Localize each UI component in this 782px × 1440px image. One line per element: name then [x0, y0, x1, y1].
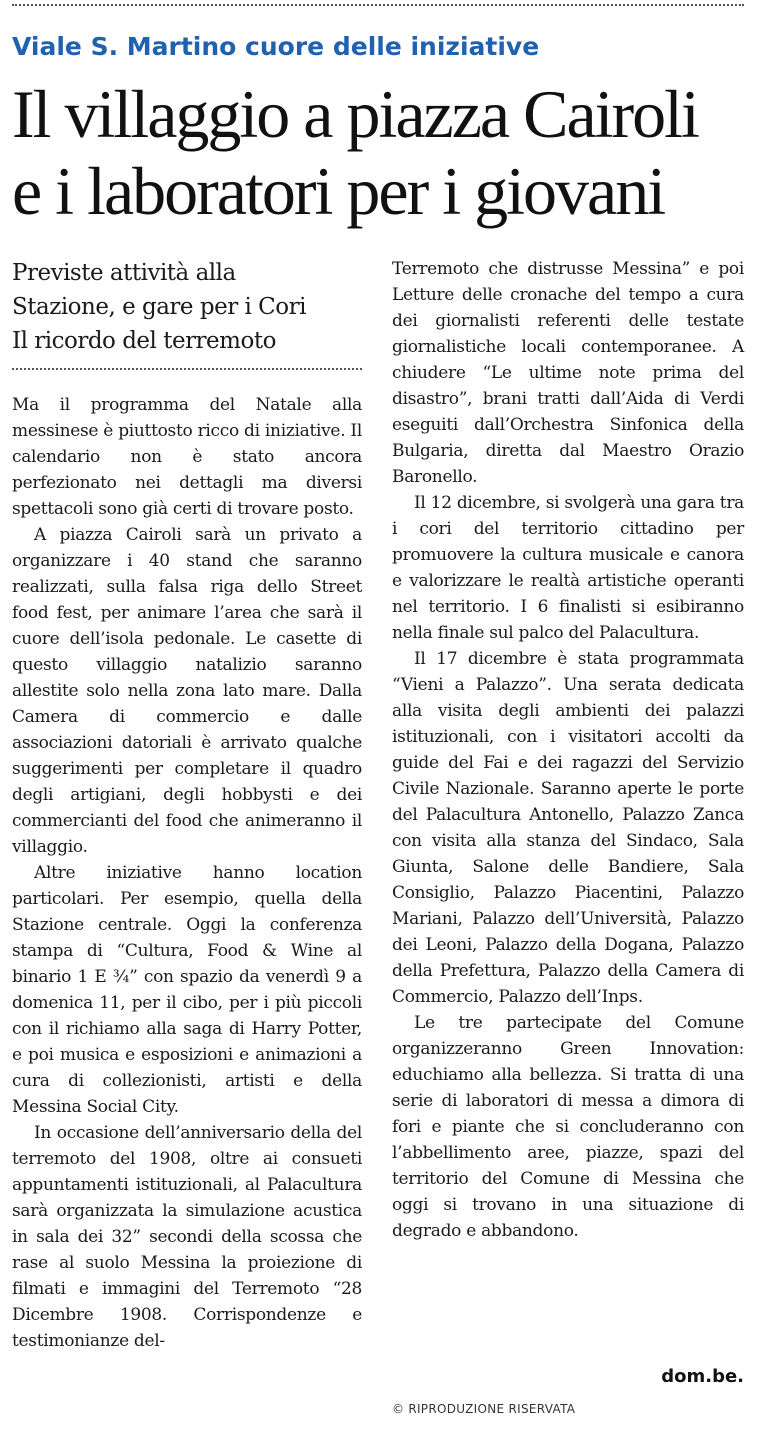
copyright-icon: ©	[392, 1402, 405, 1416]
subhead-line: Stazione, e gare per i Cori	[12, 294, 306, 320]
headline-line: e i laboratori per i giovani	[12, 153, 665, 229]
article-column-left	[12, 392, 362, 1354]
body-paragraph: Ma il programma del Natale alla messinese è piuttosto ricco di iniziative. Il calendario non è stato ancora perfezionato nei dettagli ma diversi spettacoli sono già certi di trovare posto.	[12, 395, 362, 519]
headline-line: Il villaggio a piazza Cairoli	[12, 76, 698, 152]
kicker: Viale S. Martino cuore delle iniziative	[12, 32, 540, 61]
body-paragraph: A piazza Cairoli sarà un privato a organizzare i 40 stand che saranno realizzati, sulla falsa riga dello Street food fest, per animare l’area che sarà il cuore dell’isola pedonale. Le casette di questo villaggio natalizio saranno allestite solo nella zona lato mare. Dalla Camera di commercio e dalle associazioni datoriali è arrivato qualche suggerimenti per completare il quadro degli artigiani, degli hobbysti e dei commercianti del food che animeranno il villaggio.	[12, 525, 362, 857]
body-paragraph: Le tre partecipate del Comune organizzeranno Green Innovation: educhiamo alla bellezza. Si tratta di una serie di laboratori di messa a dimora di fori e piante che si concluderanno con l’abbellimento aree, piazze, spazi del territorio del Comune di Messina che oggi si trovano in una situazione di degrado e abbandono.	[392, 1013, 744, 1241]
body-paragraph: Altre iniziative hanno location particolari. Per esempio, quella della Stazione centrale. Oggi la conferenza stampa di “Cultura, Food & Wine al binario 1 E ¾” con spazio da venerdì 9 a domenica 11, per il cibo, per i più piccoli con il richiamo alla saga di Harry Potter, e poi musica e esposizioni e animazioni a cura di collezionisti, artisti e della Messina Social City.	[12, 863, 362, 1117]
subhead-line: Previste attività alla	[12, 260, 236, 286]
subhead-divider	[12, 368, 362, 370]
top-divider	[12, 4, 744, 6]
article-column-right	[392, 256, 744, 1244]
copyright-notice	[392, 1402, 575, 1416]
subheadline	[12, 256, 362, 358]
copyright-text: RIPRODUZIONE RISERVATA	[408, 1402, 576, 1416]
body-paragraph: Terremoto che distrusse Messina” e poi Letture delle cronache del tempo a cura dei giornalisti referenti delle testate giornalistiche locali contemporanee. A chiudere “Le ultime note prima del disastro”, brani tratti dall’Aida di Verdi eseguiti dall’Orchestra Sinfonica della Bulgaria, diretta dal Maestro Orazio Baronello.	[392, 259, 744, 487]
body-paragraph: Il 12 dicembre, si svolgerà una gara tra i cori del territorio cittadino per promuovere la cultura musicale e canora e valorizzare le realtà artistiche operanti nel territorio. I 6 finalisti si esibiranno nella finale sul palco del Palacultura.	[392, 493, 744, 643]
body-paragraph: Il 17 dicembre è stata programmata “Vieni a Palazzo”. Una serata dedicata alla visita degli ambienti dei palazzi istituzionali, con i visitatori accolti da guide del Fai e dei ragazzi del Servizio Civile Nazionale. Saranno aperte le porte del Palacultura Antonello, Palazzo Zanca con visita alla stanza del Sindaco, Sala Giunta, Salone delle Bandiere, Sala Consiglio, Palazzo Piacentini, Palazzo Mariani, Palazzo dell’Università, Palazzo dei Leoni, Palazzo della Dogana, Palazzo della Prefettura, Palazzo della Camera di Commercio, Palazzo dell’Inps.	[392, 649, 744, 1007]
subhead-line: Il ricordo del terremoto	[12, 328, 276, 354]
body-paragraph: In occasione dell’anniversario della del terremoto del 1908, oltre ai consueti appuntamenti istituzionali, al Palacultura sarà organizzata la simulazione acustica in sala dei 32” secondi della scossa che rase al suolo Messina la proiezione di filmati e immagini del Terremoto “28 Dicembre 1908. Corrispondenze e testimonianze del-	[12, 1123, 362, 1351]
headline	[12, 76, 752, 230]
author-signature: dom.be.	[661, 1366, 744, 1387]
